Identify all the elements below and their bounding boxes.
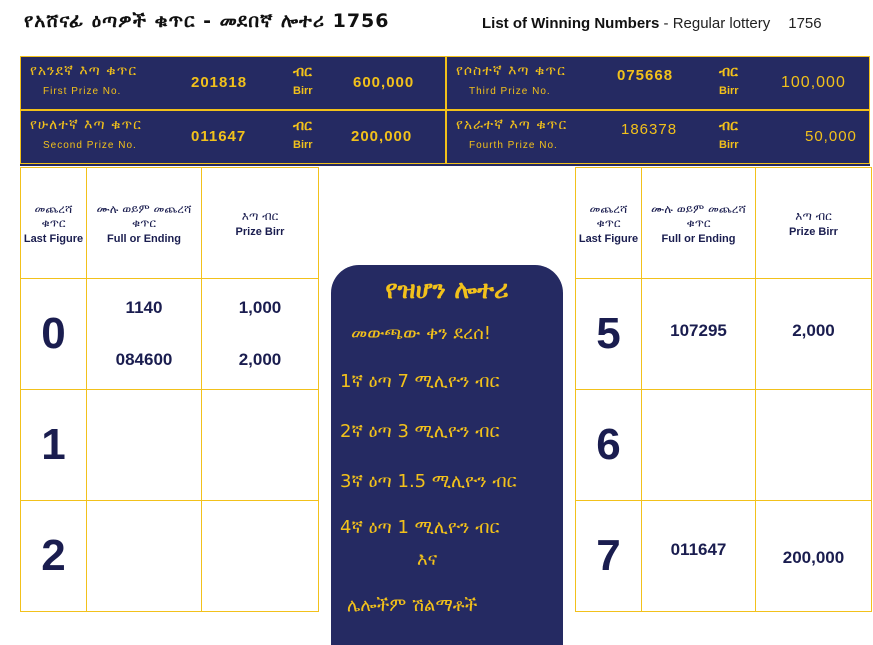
header-prize-birr (756, 168, 872, 279)
birr-label-en: Birr (719, 85, 739, 97)
first-prize-cell (20, 56, 446, 110)
table-row (21, 501, 319, 612)
prize-label-en: Second Prize No. (43, 140, 137, 151)
winning-number: 1140 (125, 298, 163, 317)
prize-value: 200,000 (782, 548, 845, 567)
prize-label-en: Fourth Prize No. (469, 140, 558, 151)
table-header-row (21, 168, 319, 279)
prize-label-am: የሶስተኛ እጣ ቁጥር (456, 63, 566, 79)
promo-line: መውጫው ቀን ደረሰ! (351, 323, 492, 344)
title-bold: List of Winning Numbers (482, 15, 660, 32)
prize-label-en: Third Prize No. (469, 86, 551, 97)
header-prize-birr (202, 168, 319, 279)
draw-number: 1756 (788, 15, 822, 32)
last-digit: 1 (41, 420, 66, 469)
birr-label-am: ብር (293, 64, 312, 80)
promo-line: 3ኛ ዕጣ 1.5 ሚሊዮን ብር (340, 471, 517, 492)
header-label-am: እጣ ብር (241, 208, 279, 223)
birr-label-en: Birr (293, 85, 313, 97)
table-row (576, 390, 872, 501)
table-row (576, 279, 872, 390)
table-row (576, 501, 872, 612)
prize-amount: 50,000 (805, 128, 857, 145)
fourth-prize-cell (446, 110, 870, 164)
prize-number: 075668 (617, 67, 674, 84)
table-row (21, 279, 319, 390)
birr-label-am: ብር (719, 118, 738, 134)
right-results-table (575, 167, 872, 612)
page-title-amharic: የአሸናፊ ዕጣዎች ቁጥር - መደበኛ ሎተሪ 1756 (24, 10, 390, 32)
prize-label-am: የሁለተኛ እጣ ቁጥር (30, 117, 142, 133)
prize-label-am: የአንደኛ እጣ ቁጥር (30, 63, 138, 79)
birr-label-en: Birr (293, 139, 313, 151)
birr-label-am: ብር (293, 118, 312, 134)
table-header-row (576, 168, 872, 279)
birr-label-en: Birr (719, 139, 739, 151)
header-label-en: Last Figure (23, 232, 84, 245)
header-label-en: Prize Birr (235, 225, 285, 238)
winning-number: 107295 (670, 321, 727, 340)
title-rest: - Regular lottery (659, 15, 771, 32)
header-label-am: ሙሉ ወይም መጨረሻ ቁጥር (651, 201, 746, 230)
promo-line: ሌሎችም ሽልማቶች (347, 595, 478, 616)
prize-value: 2,000 (792, 321, 835, 340)
header-label-am: እጣ ብር (795, 208, 832, 223)
prize-number: 201818 (191, 74, 248, 91)
prize-value: 1,000 (238, 298, 282, 317)
header-label-en: Last Figure (578, 232, 639, 245)
header-label-en: Full or Ending (661, 232, 736, 245)
promo-banner (331, 265, 563, 645)
prize-bar (20, 56, 870, 166)
page-title-english (482, 15, 822, 32)
last-digit: 7 (596, 531, 621, 580)
third-prize-cell (446, 56, 870, 110)
promo-title: የዝሆን ሎተሪ (385, 275, 509, 304)
promo-line: እና (417, 549, 438, 570)
second-prize-cell (20, 110, 446, 164)
header-label-en: Full or Ending (107, 232, 181, 245)
winning-number: 084600 (115, 350, 173, 369)
prize-value: 2,000 (238, 350, 282, 369)
prize-label-am: የአራተኛ እጣ ቁጥር (456, 117, 568, 133)
last-digit: 5 (596, 309, 621, 358)
header-label-am: ሙሉ ወይም መጨረሻ ቁጥር (96, 201, 192, 230)
promo-line: 2ኛ ዕጣ 3 ሚሊዮን ብር (340, 421, 500, 442)
header-label-en: Prize Birr (789, 225, 838, 238)
header-full-ending (87, 168, 202, 279)
winning-number: 011647 (670, 540, 727, 559)
prize-number: 186378 (621, 121, 678, 138)
header-label-am: መጨረሻ ቁጥር (589, 201, 628, 230)
left-results-table (20, 167, 319, 612)
last-digit: 6 (596, 420, 621, 469)
promo-line: 1ኛ ዕጣ 7 ሚሊዮን ብር (340, 371, 500, 392)
prize-amount: 100,000 (781, 74, 846, 91)
header-label-am: መጨረሻ ቁጥር (34, 201, 73, 230)
table-row (21, 390, 319, 501)
prize-amount: 600,000 (353, 74, 415, 91)
birr-label-am: ብር (719, 64, 738, 80)
header-full-ending (642, 168, 756, 279)
prize-amount: 200,000 (351, 128, 413, 145)
header-last-figure (21, 168, 87, 279)
last-digit: 0 (41, 309, 66, 358)
prize-number: 011647 (191, 128, 247, 145)
last-digit: 2 (41, 531, 66, 580)
promo-line: 4ኛ ዕጣ 1 ሚሊዮን ብር (340, 517, 500, 538)
prize-label-en: First Prize No. (43, 86, 122, 97)
header-last-figure (576, 168, 642, 279)
